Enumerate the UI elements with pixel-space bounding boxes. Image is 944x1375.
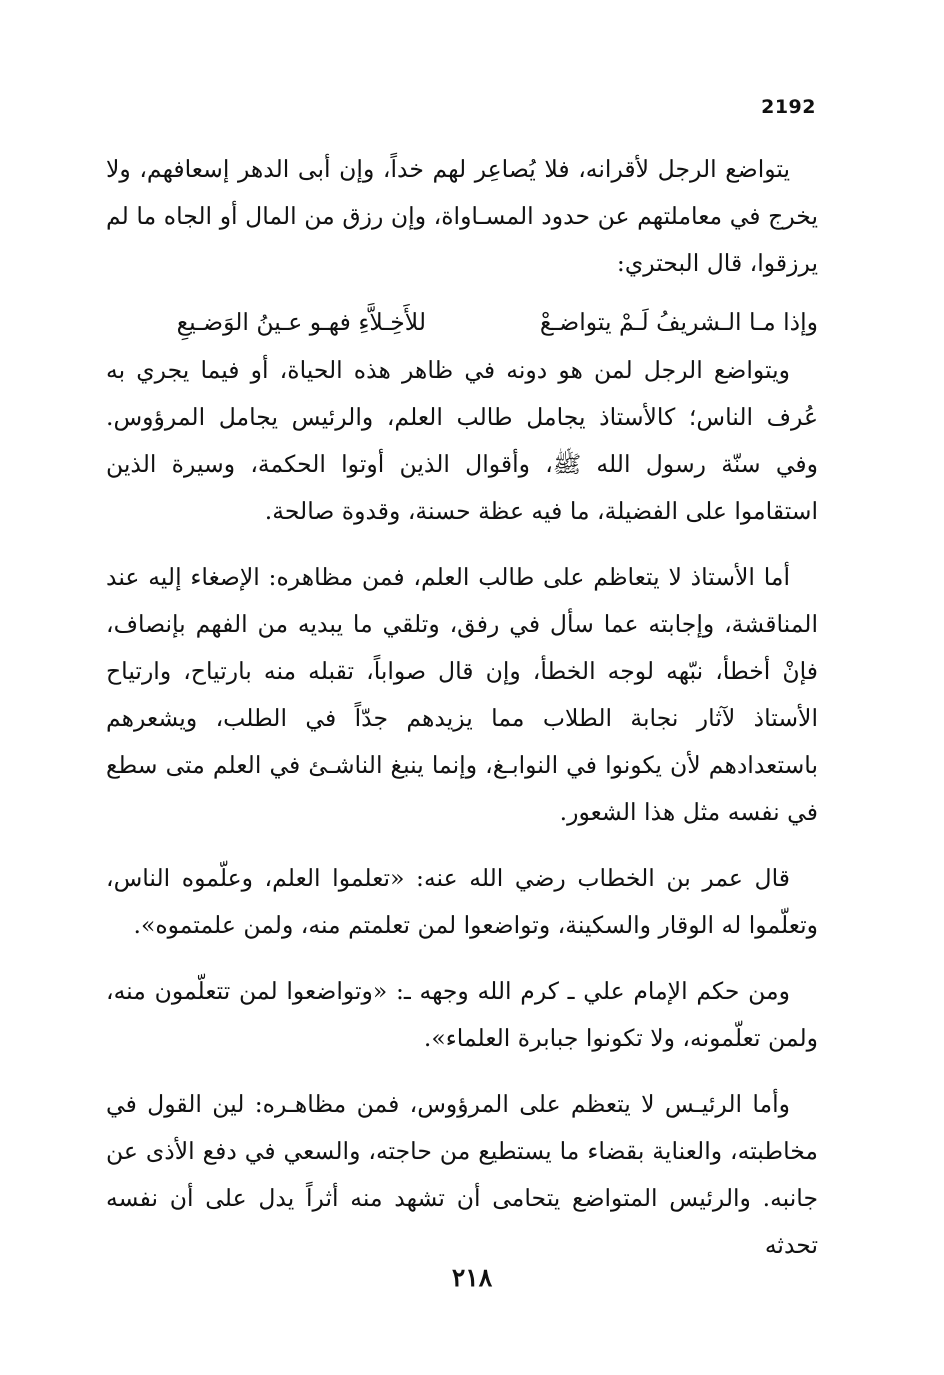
paragraph-2: ويتواضع الرجل لمن هو دونه في ظاهر هذه الحياة، أو فيما يجري به عُرف الناس؛ كالأستاذ يجامل طالب العلم، والرئيس يجامل المرؤوس. وفي سنّة رسول الله ﷺ، وأقوال الذين أوتوا الحكمة، وسيرة الذين استقاموا على الفضيلة، ما فيه عظة حسنة، وقدوة صالحة.	[106, 356, 818, 525]
page-id: 2192	[761, 96, 816, 118]
body-text	[106, 146, 818, 1269]
page-number: ٢١٨	[451, 1263, 493, 1292]
paragraph-3: أما الأستاذ لا يتعاظم على طالب العلم، فمن مظاهره: الإصغاء إليه عند المناقشة، وإجابته عما سأل في رفق، وتلقي ما يبديه من الفهم بإنصاف، فإنْ أخطأ، نبّهه لوجه الخطأ، وإن قال صواباً، تقبله منه بارتياح، وارتياح الأستاذ لآثار نجابة الطلاب مما يزيدهم جدّاً في الطلب، ويشعرهم باستعدادهم لأن يكونوا في النوابـغ، وإنما ينبغ الناشـئ في العلم متى سطع في نفسه مثل هذا الشعور.	[106, 563, 818, 826]
paragraph-6: وأما الرئيـس لا يتعظم على المرؤوس، فمن مظاهـره: لين القول في مخاطبته، والعناية بقضاء ما يستطيع من حاجته، والسعي في دفع الأذى عن جانبه. والرئيس المتواضع يتحامى أن تشهد منه أثراً يدل على أن نفسه تحدثه	[106, 1090, 818, 1259]
verse-hemistich-first: وإذا مـا الـشريفُ لَـمْ يتواضـعْ	[539, 308, 818, 336]
verse-hemistich-second: للأَخِـلاَّءِ فهـو عـينُ الوَضـيعِ	[176, 308, 426, 336]
poetry-verse	[106, 291, 818, 347]
paragraph-5: ومن حكم الإمام علي ـ كرم الله وجهه ـ: «وتواضعوا لمن تتعلّمون منه، ولمن تعلّمونه، ولا تكونوا جبابرة العلماء».	[106, 977, 818, 1052]
paragraph-1: يتواضع الرجل لأقرانه، فلا يُصاعِر لهم خداً، وإن أبى الدهر إسعافهم، ولا يخرج في معاملتهم عن حدود المسـاواة، وإن رزق من المال أو الجاه ما لم يرزقوا، قال البحتري:	[106, 155, 818, 277]
paragraph-4: قال عمر بن الخطاب رضي الله عنه: «تعلموا العلم، وعلّموه الناس، وتعلّموا له الوقار والسكينة، وتواضعوا لمن تعلمتم منه، ولمن علمتموه».	[106, 864, 818, 939]
